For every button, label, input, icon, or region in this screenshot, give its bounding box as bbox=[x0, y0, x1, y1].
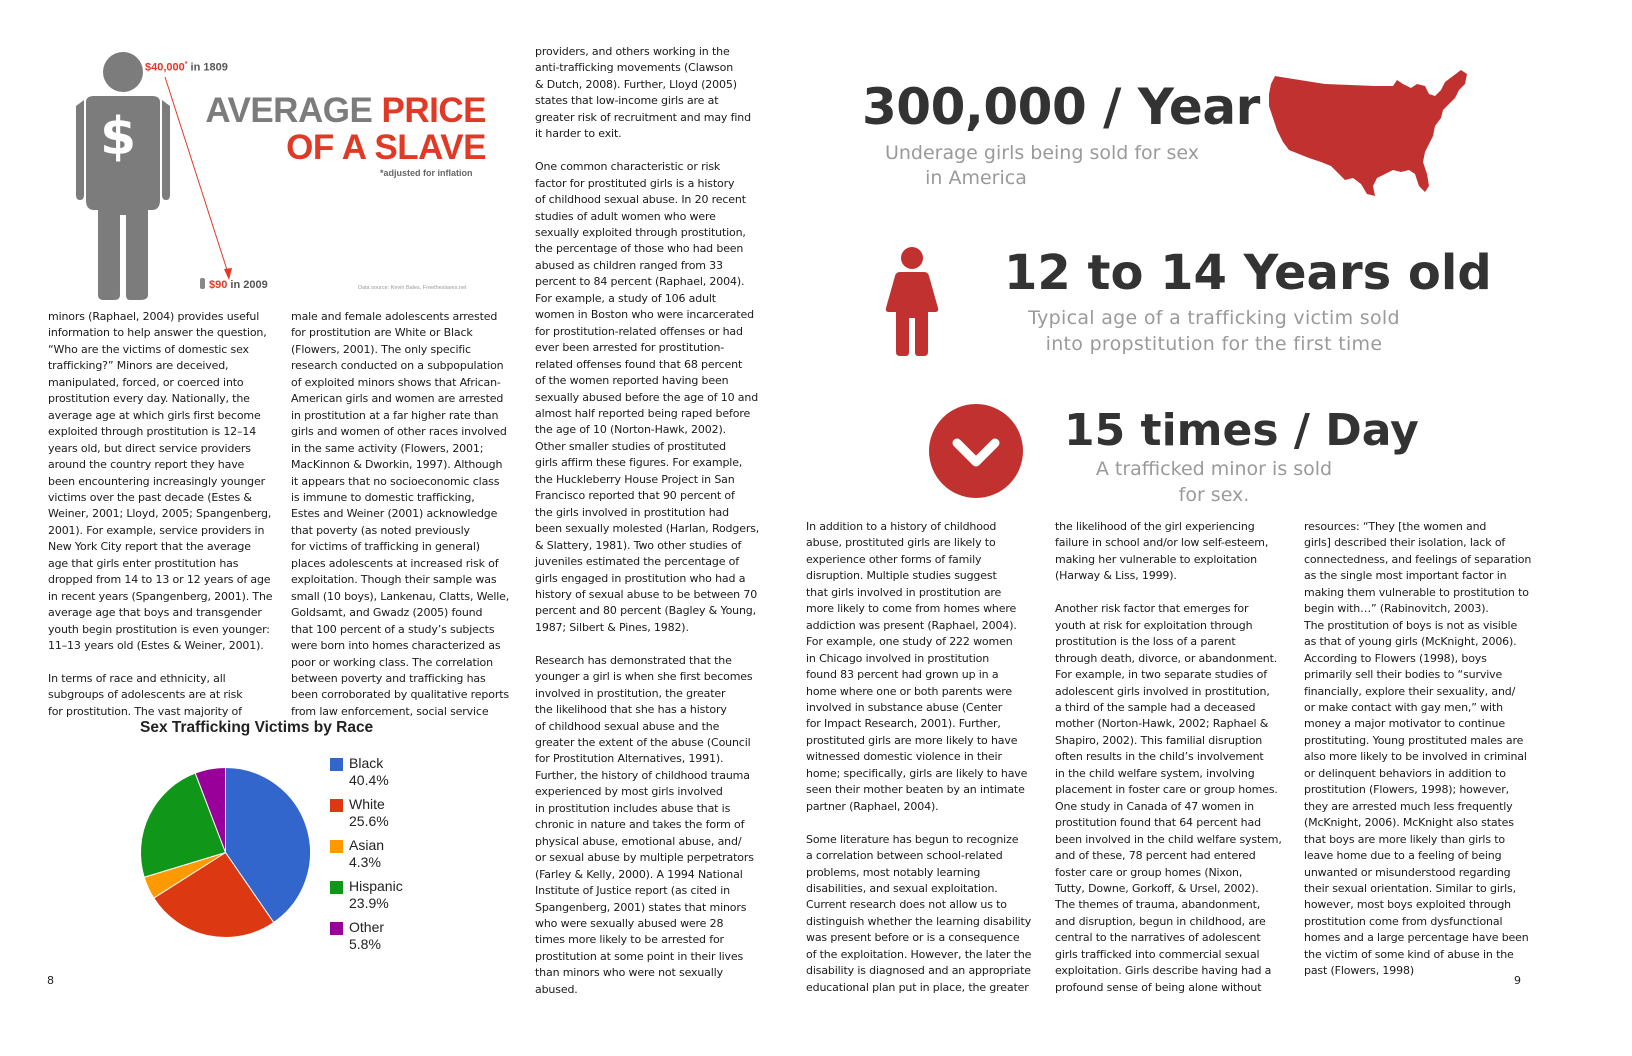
bottom-year: in 2009 bbox=[227, 279, 268, 291]
stat-12-14-sub-line2: into propstitution for the first time bbox=[1045, 333, 1383, 355]
stat-300000-sub-line1: Underage girls being sold for sex bbox=[884, 142, 1200, 164]
woman-icon bbox=[882, 246, 942, 356]
legend-value: 4.3% bbox=[349, 854, 381, 870]
stat-12-14-big: 12 to 14 Years old bbox=[1004, 245, 1492, 301]
page-number-right: 9 bbox=[1514, 974, 1521, 987]
legend-swatch bbox=[330, 881, 343, 894]
legend-swatch bbox=[330, 922, 343, 935]
legend-swatch bbox=[330, 840, 343, 853]
legend-value: 25.6% bbox=[349, 813, 389, 829]
legend-item-white bbox=[330, 796, 430, 837]
stat-12-14-sub bbox=[1004, 305, 1424, 357]
legend-item-black bbox=[330, 755, 430, 796]
stat-15-times-sub bbox=[1064, 456, 1364, 508]
legend-label: Black bbox=[349, 755, 384, 771]
right-column-1: In addition to a history of childhood abuse, prostituted girls are likely to experience other forms of family disruption. Multiple studies suggest that girls involved in prostitution are more likely to come from homes where addiction was present (Raphael, 2004). For example, one study of 222 women in Chicago involved in prostitution found 83 percent had grown up in a home where one or both parents were involved in substance abuse (Center for Impact Research, 2001). Further, prostituted girls are more likely to have witnessed domestic violence in their home; specifically, girls are likely to have seen their mother beaten by an intimate partner (Raphael, 2004). Some literature has begun to recognize a correlation between school-related problems, most notably learning disabilities, and sexual exploitation. Current research does not allow us to distinguish whether the learning disability was present before or is a consequence of the exploitation. However, the later the disability is diagnosed and an appropriate educational plan put in place, the greater bbox=[806, 520, 1032, 994]
stat-15-times-sub-line2: for sex. bbox=[1178, 484, 1250, 506]
title-average: AVERAGE bbox=[205, 91, 382, 130]
stat-15-times-big: 15 times / Day bbox=[1064, 405, 1419, 456]
title-price: PRICE bbox=[381, 91, 486, 130]
race-pie-chart bbox=[130, 715, 430, 965]
right-column-3: resources: “They [the women and girls] described their isolation, lack of connectedness, and feelings of separation as the single most important factor in making them vulnerable to prostitution to begin with…” (Rabinovitch, 2003). The prostitution of boys is not as visible as that of young girls (McKnight, 2006). According to Flowers (1998), boys primarily sell their bodies to “survive financially, explore their sexuality, and/ or make contact with gay men,” with money a major motivator to continue prostituting. Young prostituted males are also more likely to be involved in criminal or delinquent behaviors in addition to prostitution (Flowers, 1998); however, they are arrested much less frequently (McKnight, 2006). McKnight also states that boys are more likely than girls to leave home due to a feeling of being unwanted or misunderstood regarding their sexual orientation. Similar to girls, however, most boys exploited through prostitution come from dysfunctional homes and a large percentage have been the victim of some kind of abuse in the past (Flowers, 1998) bbox=[1304, 520, 1532, 978]
legend-swatch bbox=[330, 799, 343, 812]
top-price: $40,000 bbox=[145, 61, 185, 74]
stat-300000-sub bbox=[856, 141, 1228, 191]
chart-legend bbox=[330, 755, 430, 960]
legend-item-other bbox=[330, 919, 430, 960]
slave-price-infographic bbox=[60, 45, 500, 305]
chevron-down-circle-icon bbox=[928, 403, 1024, 499]
legend-label: White bbox=[349, 796, 385, 812]
dollar-symbol: $ bbox=[100, 107, 137, 167]
legend-label: Other bbox=[349, 919, 385, 935]
legend-item-hispanic bbox=[330, 878, 430, 919]
legend-label: Asian bbox=[349, 837, 385, 853]
page-number-left: 8 bbox=[47, 974, 54, 987]
stat-15-times-sub-line1: A trafficked minor is sold bbox=[1095, 458, 1333, 480]
inflation-note: *adjusted for inflation bbox=[380, 168, 473, 178]
right-column-2: the likelihood of the girl experiencing failure in school and/or low self-esteem, making her vulnerable to exploitation (Harway & Liss, 1999). Another risk factor that emerges for youth at risk for exploitation through prostitution is the loss of a parent through death, divorce, or abandonment. For example, in two separate studies of adolescent girls involved in prostitution, a third of the sample had a deceased mother (Norton-Hawk, 2002; Raphael & Shapiro, 2002). This familial disruption often results in the child’s involvement in the child welfare system, involving placement in foster care or group homes. One study in Canada of 47 women in prostitution found that 64 percent had been involved in the child welfare system, and of these, 78 percent had entered foster care or group homes (Nixon, Tutty, Downe, Gorkoff, & Ursel, 2002). The themes of trauma, abandonment, and disruption, begun in childhood, are central to the narratives of adolescent girls trafficked into commercial sexual exploitation. Girls describe having had a profound sense of being alone without bbox=[1055, 520, 1282, 994]
legend-label: Hispanic bbox=[349, 878, 403, 894]
legend-value: 40.4% bbox=[349, 772, 389, 788]
stat-300000-sub-line2: in America bbox=[925, 167, 1027, 189]
legend-value: 23.9% bbox=[349, 895, 389, 911]
bottom-price: $90 bbox=[209, 279, 228, 291]
top-price-label bbox=[145, 61, 228, 74]
top-year: in 1809 bbox=[187, 61, 228, 74]
bottom-price-label bbox=[200, 278, 268, 291]
left-column-2: male and female adolescents arrested for prostitution are White or Black (Flowers, 2001). The only specific research conducted on a subpopulation of exploited minors shows that African- American girls and women are arrested in prostitution at a far higher rate than girls and women of other races involved in the same activity (Flowers, 2001; MacKinnon & Dworkin, 1997). Although it appears that no socioeconomic class is immune to domestic trafficking, Estes and Weiner (2001) acknowledge that poverty (as noted previously for victims of trafficking in general) places adolescents at increased risk of exploitation. Though their sample was small (10 boys), Lankenau, Clatts, Welle, Goldsamt, and Gwadz (2005) found that 100 percent of a study’s subjects were born into homes characterized as poor or working class. The correlation between poverty and trafficking has been corroborated by qualitative reports from law enforcement, social service bbox=[291, 310, 510, 718]
usa-map-icon bbox=[1265, 66, 1475, 198]
title-of-a-slave: OF A SLAVE bbox=[286, 128, 486, 167]
left-column-1: minors (Raphael, 2004) provides useful information to help answer the question, “Who are the victims of domestic sex trafficking?” Minors are deceived, manipulated, forced, or coerced into prostitution every day. Nationally, the average age at which girls first become exploited through prostitution is 12–14 years old, but direct service providers around the country report they have been encountering increasingly younger victims over the past decade (Estes & Weiner, 2001; Lloyd, 2005; Spangenberg, 2001). For example, service providers in New York City report that the average age that girls enter prostitution has dropped from 14 to 13 or 12 years of age in recent years (Spangenberg, 2001). The average age that boys and transgender youth begin prostitution is even younger: 11–13 years old (Estes & Weiner, 2001). In terms of race and ethnicity, all subgroups of adolescents are at risk for prostitution. The vast majority of bbox=[48, 310, 273, 718]
left-column-3: providers, and others working in the anti-trafficking movements (Clawson & Dutch, 2008). Further, Lloyd (2005) states that low-income girls are at greater risk of recruitment and may find it harder to exit. One common characteristic or risk factor for prostituted girls is a history of childhood sexual abuse. In 20 recent studies of adult women who were sexually exploited through prostitution, the percentage of those who had been abused as children ranged from 33 percent to 84 percent (Raphael, 2004). For example, a study of 106 adult women in Boston who were incarcerated for prostitution-related offenses or had ever been arrested for prostitution- related offenses found that 68 percent of the women reported having been sexually abused before the age of 10 and almost half reported being raped before the age of 10 (Norton-Hawk, 2002). Other smaller studies of prostituted girls affirm these figures. For example, the Huckleberry House Project in San Francisco reported that 90 percent of the girls involved in prostitution had been sexually molested (Harlan, Rodgers, & Slattery, 1981). Two other studies of juveniles estimated the percentage of girls engaged in prostitution who had a history of sexual abuse to be between 70 percent and 80 percent (Bagley & Young, 1987; Silbert & Pines, 1982). Research has demonstrated that the younger a girl is when she first becomes involved in prostitution, the greater the likelihood that she has a history of childhood sexual abuse and the greater the extent of the abuse (Council for Prostitution Alternatives, 1991). Further, the history of childhood trauma experienced by most girls involved in prostitution includes abuse that is chronic in nature and takes the form of physical abuse, emotional abuse, and/ or sexual abuse by multiple perpetrators (Farley & Kelly, 2000). A 1994 National Institute of Justice report (as cited in Spangenberg, 2001) states that minors who were sexually abused were 28 times more likely to be arrested for prostitution at some point in their lives than minors who were not sexually abused. bbox=[535, 45, 760, 996]
stat-12-14-sub-line1: Typical age of a trafficking victim sold bbox=[1028, 307, 1400, 329]
legend-swatch bbox=[330, 758, 343, 771]
stat-300000-big: 300,000 / Year bbox=[862, 78, 1260, 136]
chart-title: Sex Trafficking Victims by Race bbox=[140, 719, 374, 736]
legend-value: 5.8% bbox=[349, 936, 381, 952]
infographic-title bbox=[196, 92, 486, 166]
pie-svg bbox=[138, 765, 313, 940]
top-price-mark: * bbox=[184, 61, 188, 68]
small-person-icon bbox=[200, 278, 205, 289]
data-source: Data source: Kevin Bales, Freetheslaves.net bbox=[358, 285, 467, 291]
legend-item-asian bbox=[330, 837, 430, 878]
